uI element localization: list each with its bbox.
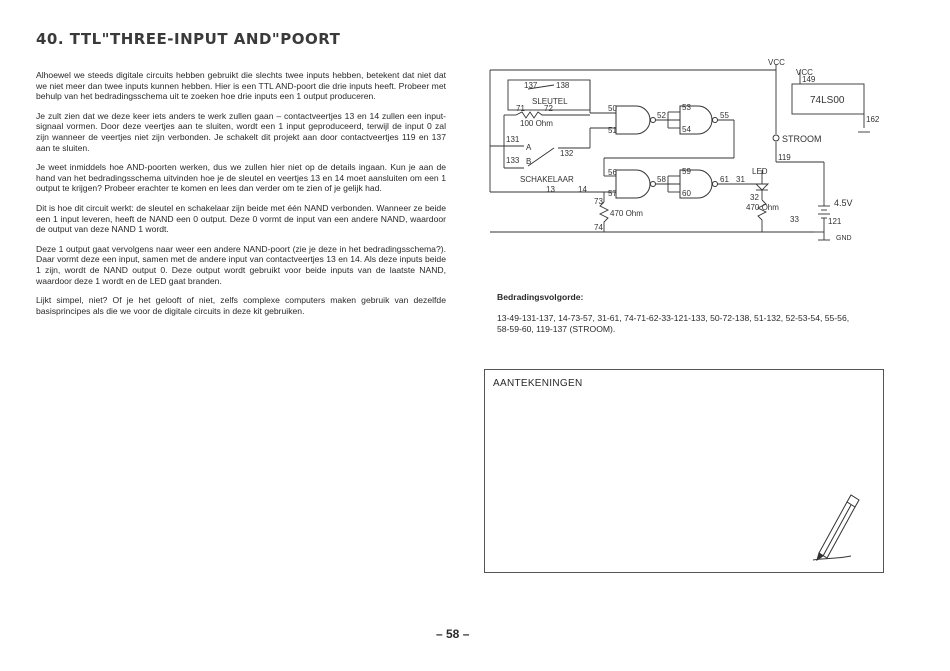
switch-label: SCHAKELAAR bbox=[520, 175, 574, 184]
key-right-node: 138 bbox=[556, 81, 570, 90]
nand-gate bbox=[616, 106, 650, 134]
body-text bbox=[36, 70, 446, 325]
battery-value: 4.5V bbox=[834, 198, 853, 208]
notes-label: AANTEKENINGEN bbox=[493, 378, 583, 389]
node-32: 32 bbox=[750, 193, 759, 202]
page-number: – 58 – bbox=[436, 627, 470, 641]
pin-50: 50 bbox=[608, 104, 617, 113]
led-label: LED bbox=[752, 167, 768, 176]
pin-53: 53 bbox=[682, 103, 691, 112]
stroom-label: STROOM bbox=[782, 134, 822, 144]
paragraph: Deze 1 output gaat vervolgens naar weer een andere NAND-poort (zie je deze in het bedradingsschema?). Daar vormt deze een input, samen met de andere input van contactveertjes 13 en 14. Als deze inputs beide 1 zijn, wordt de NAND output 0. Deze output wordt gebruikt voor beide inputs van de laatste NAND, waardoor deze 1 wordt en de LED gaat branden. bbox=[36, 243, 446, 286]
vcc-top-label: VCC bbox=[768, 58, 785, 67]
paragraph: Je weet inmiddels hoe AND-poorten werken, dus we zullen hier niet op de details ingaan. Kun je aan de hand van het bedradingsschema uitvinden hoe je de sleutel en veertjes 13 en 14 moet aansluiten om een 1 output te krijgen? Probeer erachter te komen en lees dan verder om te zien of je gelijk had. bbox=[36, 162, 446, 194]
pin-58: 58 bbox=[657, 175, 666, 184]
node-74: 74 bbox=[594, 223, 603, 232]
chip-vcc-pin: 149 bbox=[802, 75, 816, 84]
circuit-svg bbox=[484, 58, 884, 268]
nand-gate bbox=[616, 170, 650, 198]
key-left-node: 137 bbox=[524, 81, 538, 90]
wiring-sequence: 13-49-131-137, 14-73-57, 31-61, 74-71-62-33-121-133, 50-72-138, 51-132, 52-53-54, 55-56, 58-59-60, 119-137 (STROOM). bbox=[497, 313, 850, 334]
res3-value: 470 Ohm bbox=[746, 203, 779, 212]
res1-right-node: 72 bbox=[544, 104, 553, 113]
node-119: 119 bbox=[778, 153, 791, 162]
node-73: 73 bbox=[594, 197, 603, 206]
res2-value: 470 Ohm bbox=[610, 209, 643, 218]
node-132: 132 bbox=[560, 149, 574, 158]
pin-51: 51 bbox=[608, 126, 617, 135]
node-31: 31 bbox=[736, 175, 745, 184]
paragraph: Lijkt simpel, niet? Of je het gelooft of niet, zelfs complexe computers maken gebruik van dezelfde basisprincipes als die we voor de digitale circuits in deze kit gebruiken. bbox=[36, 295, 446, 316]
pin-54: 54 bbox=[682, 125, 691, 134]
paragraph: Dit is hoe dit circuit werkt: de sleutel en schakelaar zijn beide met één NAND verbonden. Wanneer ze beide een 1 input leveren, heeft de NAND een 0 output. Deze 0 vormt de input van een andere NAND, waardoor de output van deze NAND 1 wordt. bbox=[36, 202, 446, 235]
chip-gnd-pin: 162 bbox=[866, 115, 880, 124]
pin-57: 57 bbox=[608, 189, 617, 198]
wiring-title: Bedradingsvolgorde: bbox=[497, 292, 584, 302]
pencil-icon bbox=[811, 490, 861, 562]
pin-59: 59 bbox=[682, 167, 691, 176]
chip-name: 74LS00 bbox=[810, 95, 845, 106]
node-121: 121 bbox=[828, 217, 842, 226]
vcc-chip-label: VCC bbox=[796, 68, 813, 77]
res1-left-node: 71 bbox=[516, 104, 525, 113]
pin-61: 61 bbox=[720, 175, 729, 184]
key-label: SLEUTEL bbox=[532, 97, 568, 106]
paragraph: Alhoewel we steeds digitale circuits hebben gebruikt die slechts twee inputs hebben, betekent dat niet dat we niet meer dan twee inputs kunnen hebben. Hier is een TTL AND-poort die drie inputs heeft. Probeer met behulp van het bedradingsschema uit te zoeken hoe drie inputs een 1 output produceren. bbox=[36, 70, 446, 102]
node-33: 33 bbox=[790, 215, 799, 224]
pin-60: 60 bbox=[682, 189, 691, 198]
wiring-diagram bbox=[484, 58, 884, 268]
node-14: 14 bbox=[578, 185, 587, 194]
paragraph: Je zult zien dat we deze keer iets anders te werk zullen gaan – contactveertjes 13 en 14 zullen een input-signaal vormen. Door deze veertjes aan te sluiten, wordt een 1 input geproduceerd, terwijl de input 0 zal zijn wanneer de veertjes niet zijn verbonden. Je schakelt dit projekt aan door contactveertjes 119 en 137 aan te sluiten. bbox=[36, 110, 446, 153]
res1-value: 100 Ohm bbox=[520, 119, 553, 128]
node-133: 133 bbox=[506, 156, 520, 165]
gnd-label: GND bbox=[836, 235, 852, 242]
notes-box bbox=[484, 369, 884, 573]
node-131: 131 bbox=[506, 135, 520, 144]
pin-56: 56 bbox=[608, 168, 617, 177]
page-title: 40. TTL"THREE-INPUT AND"POORT bbox=[36, 30, 341, 48]
switch-a-label: A bbox=[526, 143, 532, 152]
switch-b-label: B bbox=[526, 157, 532, 166]
node-13: 13 bbox=[546, 185, 555, 194]
pin-52: 52 bbox=[657, 111, 666, 120]
pin-55: 55 bbox=[720, 111, 729, 120]
